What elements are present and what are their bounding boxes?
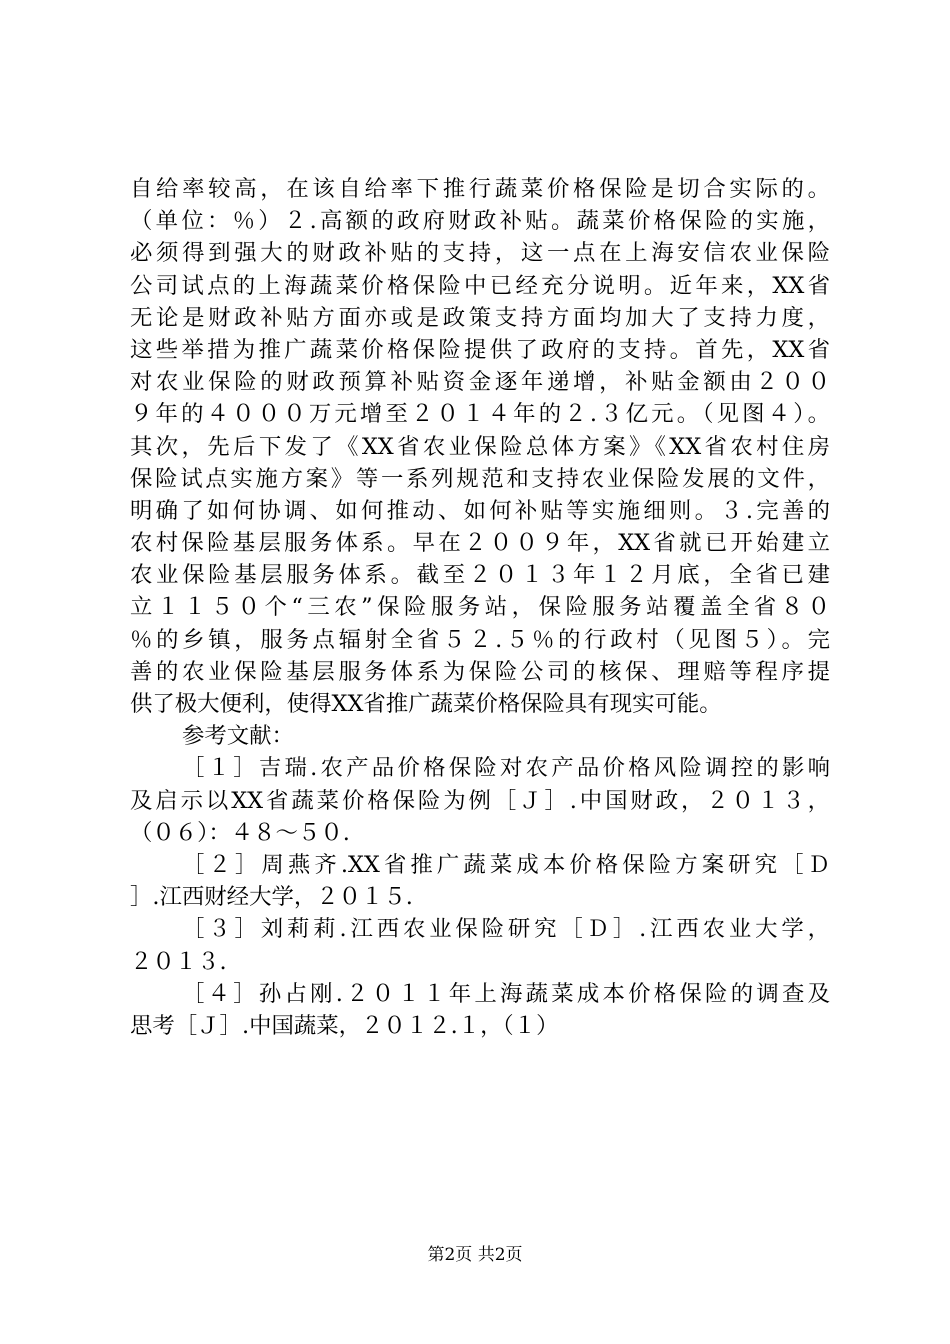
reference-line: ［１］吉瑞.农产品价格保险对农产品价格风险调控的影响 bbox=[182, 755, 830, 782]
paragraph-line: 农村保险基层服务体系。早在２００９年，XX省就已开始建立 bbox=[130, 530, 830, 557]
reference-line: ］.江西财经大学，２０１５. bbox=[130, 884, 413, 911]
reference-line: （０６）：４８～５０. bbox=[130, 819, 350, 846]
reference-item-2 bbox=[130, 849, 830, 913]
paragraph-line: 公司试点的上海蔬菜价格保险中已经充分说明。近年来，XX省 bbox=[130, 272, 830, 299]
paragraph-line: 立１１５０个“三农”保险服务站，保险服务站覆盖全省８０ bbox=[130, 594, 830, 621]
page-footer: 第2页 共2页 bbox=[427, 1245, 523, 1265]
paragraph-line: ％的乡镇，服务点辐射全省５２.５％的行政村（见图５）。完 bbox=[130, 626, 830, 653]
reference-line: ２０１３. bbox=[130, 948, 227, 975]
paragraph-line: 无论是财政补贴方面亦或是政策支持方面均加大了支持力度， bbox=[130, 304, 830, 331]
paragraph-line: 农业保险基层服务体系。截至２０１３年１２月底，全省已建 bbox=[130, 562, 830, 589]
paragraph-line: 善的农业保险基层服务体系为保险公司的核保、理赔等程序提 bbox=[130, 658, 830, 685]
document-body bbox=[130, 173, 830, 1042]
paragraph-line: 这些举措为推广蔬菜价格保险提供了政府的支持。首先，XX省 bbox=[130, 336, 830, 363]
reference-line: 及启示以XX省蔬菜价格保险为例［Ｊ］.中国财政，２０１３， bbox=[130, 787, 830, 814]
paragraph-line: 对农业保险的财政预算补贴资金逐年递增，补贴金额由２００ bbox=[130, 369, 830, 396]
paragraph-line: 供了极大便利，使得XX省推广蔬菜价格保险具有现实可能。 bbox=[130, 691, 722, 717]
reference-item-1 bbox=[130, 752, 830, 849]
reference-line: 思考［Ｊ］.中国蔬菜，２０１２.１，（１） bbox=[130, 1012, 559, 1039]
reference-line: ［２］周燕齐.XX省推广蔬菜成本价格保险方案研究［Ｄ bbox=[182, 851, 830, 878]
paragraph-line: 其次，先后下发了《XX省农业保险总体方案》《XX省农村住房 bbox=[130, 433, 830, 460]
reference-line: ［４］孙占刚.２０１１年上海蔬菜成本价格保险的调查及 bbox=[182, 980, 830, 1007]
paragraph-line: ９年的４０００万元增至２０１４年的２.３亿元。（见图４）。 bbox=[130, 401, 830, 428]
paragraph-line: 保险试点实施方案》等一系列规范和支持农业保险发展的文件， bbox=[130, 465, 830, 492]
paragraph-line: 自给率较高，在该自给率下推行蔬菜价格保险是切合实际的。 bbox=[130, 176, 830, 202]
reference-line: ［３］刘莉莉.江西农业保险研究［Ｄ］.江西农业大学， bbox=[182, 916, 830, 943]
reference-item-3 bbox=[130, 913, 830, 977]
references-section bbox=[130, 720, 830, 1042]
reference-item-4 bbox=[130, 978, 830, 1042]
body-paragraph bbox=[130, 173, 830, 720]
references-heading: 参考文献： bbox=[182, 723, 294, 750]
paragraph-line: （单位：％）２.高额的政府财政补贴。蔬菜价格保险的实施， bbox=[130, 208, 830, 235]
paragraph-line: 必须得到强大的财政补贴的支持，这一点在上海安信农业保险 bbox=[130, 240, 830, 267]
paragraph-line: 明确了如何协调、如何推动、如何补贴等实施细则。３.完善的 bbox=[130, 497, 830, 524]
